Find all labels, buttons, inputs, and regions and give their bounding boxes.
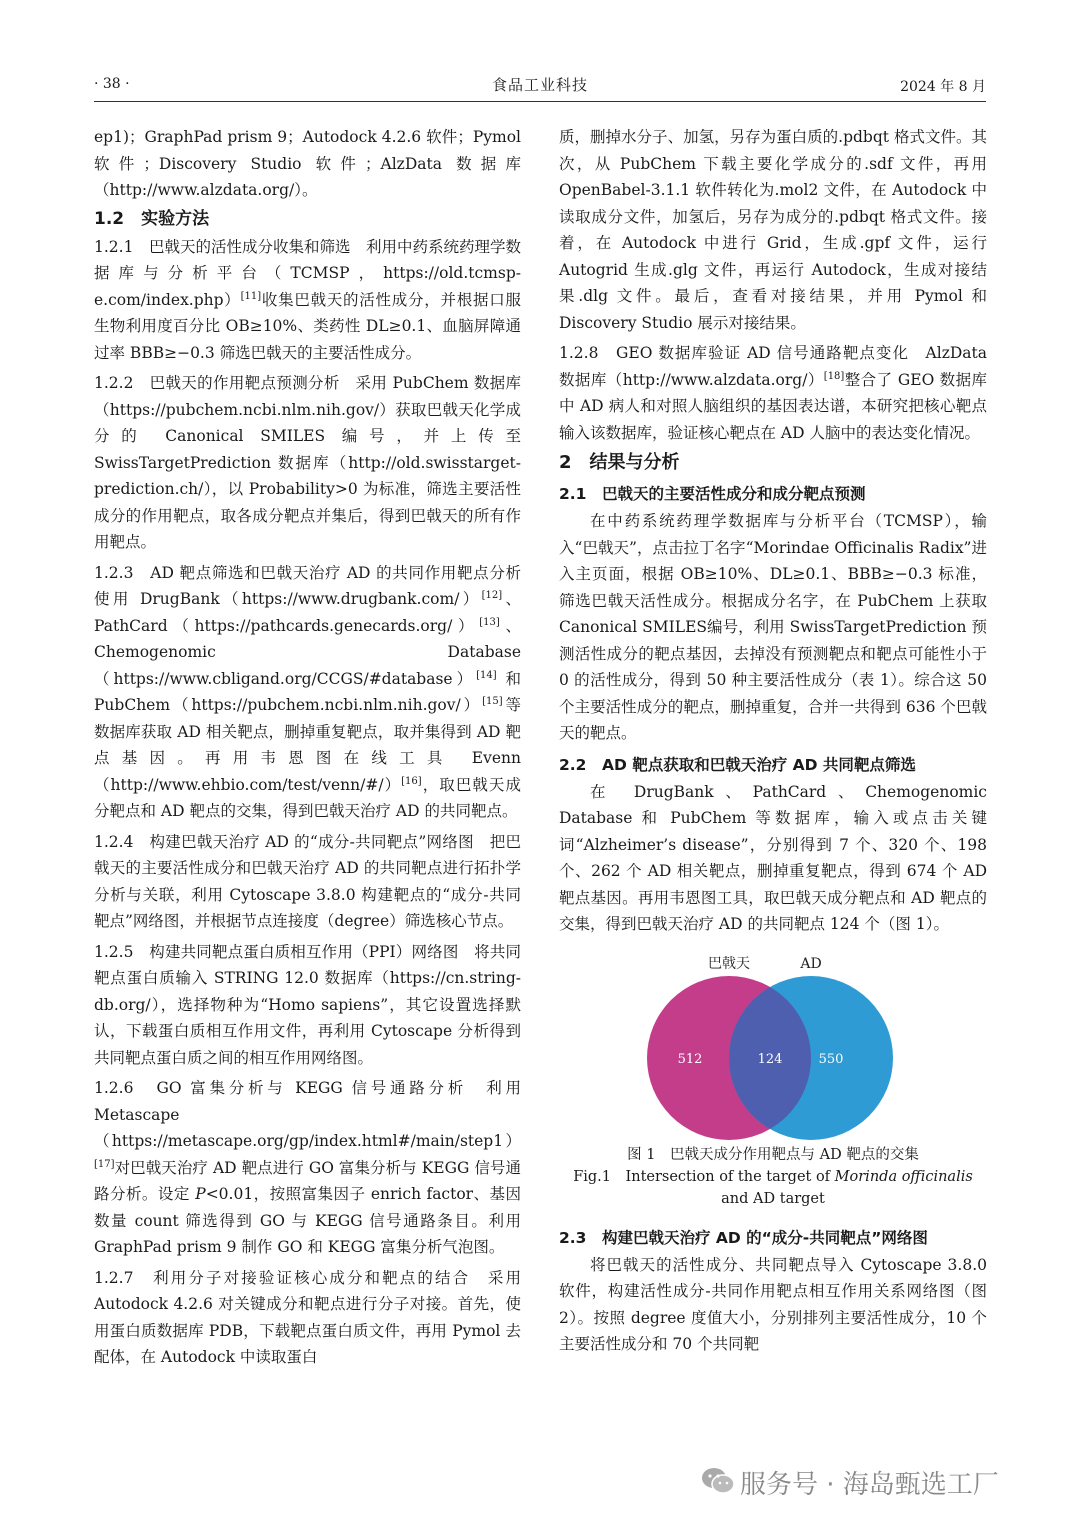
venn-left-count: 512 (677, 1051, 703, 1067)
section-heading-2-1: 2.1 巴戟天的主要活性成分和成分靶点预测 (559, 485, 866, 503)
paragraph-1-2-8 (559, 340, 987, 446)
text: 收集巴戟天的活性成分，并根据口服生物利用度百分比 OB≥10%、类药性 DL≥0.1、血脑屏障通过率 BBB≥−0.3 筛选巴戟天的主要活性成分。 (94, 290, 521, 362)
paragraph: ep1)；GraphPad prism 9；Autodock 4.2.6 软件；Pymol 软件；Discovery Studio 软件；AlzData 数据库（http://www.alzdata.org/）。 (94, 128, 521, 199)
paragraph: 质，删掉水分子、加氢，另存为蛋白质的.pdbqt 格式文件。其次，从 PubChem 下载主要化学成分的.sdf 文件，再用 OpenBabel-3.1.1 软件转化为.mol2 文件，在 Autodock 中读取成分文件，加氢后，另存为成分的.pdbqt 格式文件。接着，在 Autodock 中进行 Grid，生成.gpf 文件，运行 Autogrid 生成.glg 文件，再运行 Autodock，生成对接结果.dlg 文件。最后，查看对接结果，并用 Pymol 和 Discovery Studio 展示对接结果。 (559, 128, 987, 332)
section-heading-2-2: 2.2 AD 靶点获取和巴戟天治疗 AD 共同靶点筛选 (559, 755, 916, 774)
paragraph-1-2-2: 1.2.2 巴戟天的作用靶点预测分析 采用 PubChem 数据库（https://pubchem.ncbi.nlm.nih.gov/）获取巴戟天化学成分的 Canonical SMILES 编号，并上传至 SwissTargetPrediction 数据库（http://old.swisstarget-prediction.ch/），以 Probability>0 为标准，筛选主要活性成分的作用靶点，取各成分靶点并集后，得到巴戟天的所有作用靶点。 (94, 374, 521, 551)
text: 、PathCard（https://pathcards.genecards.org/） (94, 590, 521, 635)
text: 1.2.8 GEO 数据库验证 AD 信号通路靶点变化 AlzData 数据库（http://www.alzdata.org/） (559, 344, 987, 389)
caption-chinese: 图 1 巴戟天成分作用靶点与 AD 靶点的交集 (627, 1146, 919, 1163)
text: 1.2.3 AD 靶点筛选和巴戟天治疗 AD 的共同作用靶点分析 使用 DrugBank（https://www.drugbank.com/） (94, 563, 537, 608)
paragraph-1-2-6 (94, 1075, 521, 1261)
text: and AD target (721, 1190, 825, 1207)
text: 整合了 GEO 数据库中 AD 病人和对照人脑组织的基因表达谱，本研究把核心靶点输入该数据库，验证核心靶点在 AD 人脑中的表达变化情况。 (559, 370, 987, 442)
citation: [15] (482, 695, 503, 707)
section-heading-1-2: 1.2 实验方法 (94, 208, 210, 229)
citation: [13] (479, 616, 500, 628)
paragraph-1-2-4: 1.2.4 构建巴戟天治疗 AD 的“成分-共同靶点”网络图 把巴戟天的主要活性成分和巴戟天治疗 AD 的共同靶点进行拓扑学分析与关联，利用 Cytoscape 3.8.0 构建靶点的“成分-共同靶点”网络图，并根据节点连接度（degree）筛选核心节点。 (94, 832, 521, 930)
venn-overlap-count: 124 (757, 1051, 783, 1067)
watermark (700, 1462, 1060, 1506)
venn-diagram (633, 950, 913, 1140)
paragraph-2-3: 将巴戟天的活性成分、共同靶点导入 Cytoscape 3.8.0 软件，构建活性成分-共同作用靶点相互作用关系网络图（图 2）。按照 degree 度值大小，分别排列主要活性成分，10 个主要活性成分和 70 个共同靶 (559, 1255, 987, 1353)
paragraph-2-1: 在中药系统药理学数据库与分析平台（TCMSP），输入“巴戟天”，点击拉丁名字“Morindae Officinalis Radix”进入主页面，根据 OB≥10%、DL≥0.1、BBB≥−0.3 标准，筛选巴戟天活性成分。根据成分名字，在 PubChem 上获取 Canonical SMILES编号，利用 SwissTargetPrediction 预测活性成分的靶点基因，去掉没有预测靶点和靶点可能性小于 0 的活性成分，得到 50 种主要活性成分（表 1）。综合这 50 个主要活性成分的靶点，删掉重复，合并一共得到 636 个巴戟天的靶点。 (559, 512, 987, 742)
watermark-text: 服务号 · 海岛甄选工厂 (740, 1470, 999, 1500)
paragraph-1-2-7: 1.2.7 利用分子对接验证核心成分和靶点的结合 采用 Autodock 4.2.6 对关键成分和靶点进行分子对接。首先，使用蛋白质数据库 PDB，下载靶点蛋白质文件，再用 Pymol 去配体，在 Autodock 中读取蛋白 (94, 1268, 521, 1366)
page-number: · 38 · (94, 76, 130, 92)
p-symbol: P (195, 1185, 206, 1203)
section-heading-2-3: 2.3 构建巴戟天治疗 AD 的“成分-共同靶点”网络图 (559, 1228, 928, 1247)
paragraph-2-2: 在 DrugBank、PathCard、Chemogenomic Database 和 PubChem 等数据库，输入或点击关键词“Alzheimer’s disease”，分别得到 7 个、320 个、198 个、262 个 AD 相关靶点，删掉重复靶点，得到 674 个 AD 靶点基因。再用韦恩图工具，取巴戟天成分靶点和 AD 靶点的交集，得到巴戟天治疗 AD 的共同靶点 124 个（图 1）。 (559, 782, 987, 933)
text: 等数据库获取 AD 相关靶点，删掉重复靶点，取并集得到 AD 靶点基因。再用韦恩图在线工具 Evenn（http://www.ehbio.com/test/venn/#/） (94, 696, 521, 794)
issue-date: 2024 年 8 月 (900, 79, 986, 95)
venn-left-label: 巴戟天 (708, 955, 750, 972)
citation: [12] (481, 589, 503, 601)
text: 对巴戟天治疗 AD 靶点进行 GO 富集分析与 KEGG 信号通路分析。设定 (94, 1158, 521, 1203)
text: 1.2.6 GO 富集分析与 KEGG 信号通路分析 利用 Metascape（https://metascape.org/gp/index.html#/main/step1） (94, 1079, 521, 1150)
paragraph-1-2-1 (94, 234, 521, 367)
text: 1.2.1 巴戟天的活性成分收集和筛选 利用中药系统药理学数据库与分析平台（TCMSP，https://old.tcmsp-e.com/index.php） (94, 237, 521, 309)
paragraph-1-2-5: 1.2.5 构建共同靶点蛋白质相互作用（PPI）网络图 将共同靶点蛋白质输入 STRING 12.0 数据库（https://cn.string-db.org/），选择物种为“Homo sapiens”，其它设置选择默认，下载蛋白质相互作用文件，再利用 Cytoscape 分析得到共同靶点蛋白质之间的相互作用网络图。 (94, 942, 521, 1067)
venn-right-label: AD (800, 955, 822, 972)
citation: [14] (476, 669, 497, 681)
venn-right-count: 550 (818, 1051, 844, 1067)
right-column (559, 124, 987, 1358)
left-column (94, 124, 537, 1371)
citation: [11] (240, 290, 262, 302)
header-rule (94, 101, 986, 102)
journal-title: 食品工业科技 (491, 76, 588, 94)
text: Fig.1 Intersection of the target of (573, 1168, 835, 1185)
text: ，取巴戟天成分靶点和 AD 靶点的交集，得到巴戟天治疗 AD 的共同靶点。 (94, 775, 521, 820)
text: 和 PubChem（https://pubchem.ncbi.nlm.nih.gov/） (94, 669, 521, 714)
text: 、Chemogenomic Database（https://www.cbligand.org/CCGS/#database） (94, 616, 521, 688)
section-heading-2: 2 结果与分析 (559, 452, 680, 473)
figure-caption (559, 1144, 987, 1210)
paragraph-1-2-3 (94, 560, 537, 825)
text: <0.01，按照富集因子 enrich factor、基因数量 count 筛选得到 GO 与 KEGG 信号通路条目。利用 GraphPad prism 9 制作 GO 和 KEGG 富集分析气泡图。 (94, 1185, 522, 1256)
page-header (94, 74, 986, 100)
species-name: Morinda officinalis (834, 1168, 973, 1185)
caption-english (559, 1166, 987, 1210)
citation: [18] (823, 370, 845, 382)
citation: [16] (401, 775, 422, 787)
citation: [17] (94, 1158, 115, 1170)
wechat-icon (700, 1466, 736, 1496)
